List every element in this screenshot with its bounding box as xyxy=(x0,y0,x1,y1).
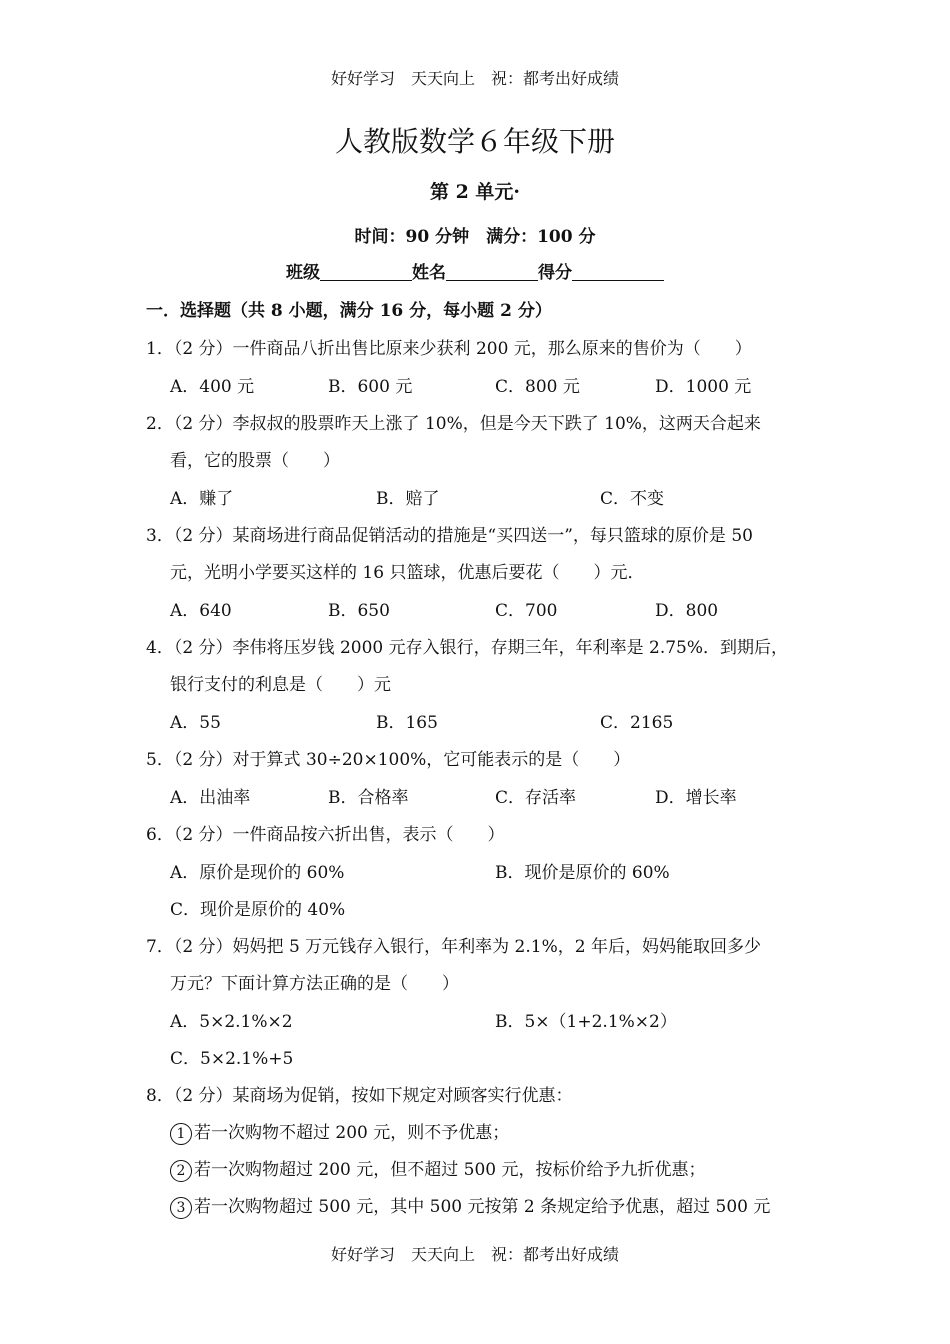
q3-option-b: B．650 xyxy=(328,601,390,621)
student-info-row xyxy=(0,258,950,283)
question-4-line-1: 4．（2 分）李伟将压岁钱 2000 元存入银行，存期三年，年利率是 2.75%．到期后， xyxy=(146,638,789,658)
page-footer: 好好学习 天天向上 祝：都考出好成绩 xyxy=(330,1245,619,1264)
question-7-line-2: 万元？下面计算方法正确的是（ ） xyxy=(170,974,459,994)
question-4-line-2: 银行支付的利息是（ ）元 xyxy=(170,675,391,695)
question-3-line-2: 元，光明小学要买这样的 16 只篮球，优惠后要花（ ）元． xyxy=(170,563,645,583)
score-label: 得分 xyxy=(538,263,572,283)
q1-option-c: C．800 元 xyxy=(495,377,580,397)
q1-option-d: D．1000 元 xyxy=(655,377,752,397)
q8-rule-2-text: 若一次购物超过 200 元，但不超过 500 元，按标价给予九折优惠； xyxy=(194,1160,706,1180)
q7-option-b: B．5×（1+2.1%×2） xyxy=(495,1012,677,1032)
q8-rule-3-text: 若一次购物超过 500 元，其中 500 元按第 2 条规定给予优惠，超过 500 元 xyxy=(194,1197,771,1217)
q8-rule-1 xyxy=(170,1118,509,1145)
q6-option-a: A．原价是现价的 60% xyxy=(170,863,345,883)
page-title: 人教版数学６年级下册 xyxy=(334,125,615,158)
question-2-line-1: 2．（2 分）李叔叔的股票昨天上涨了 10%，但是今天下跌了 10%，这两天合起来 xyxy=(146,414,761,434)
circled-number-3: 3 xyxy=(170,1197,192,1219)
q4-option-b: B．165 xyxy=(376,713,438,733)
q8-rule-1-text: 若一次购物不超过 200 元，则不予优惠； xyxy=(194,1123,510,1143)
q7-option-c: C．5×2.1%+5 xyxy=(170,1049,294,1069)
question-2-line-2: 看，它的股票（ ） xyxy=(170,451,340,471)
time-info: 时间：90 分钟 满分：100 分 xyxy=(354,227,596,247)
q3-option-c: C．700 xyxy=(495,601,558,621)
name-label: 姓名 xyxy=(412,263,446,283)
question-3-line-1: 3．（2 分）某商场进行商品促销活动的措施是“买四送一”，每只篮球的原价是 50 xyxy=(146,526,753,546)
class-blank[interactable] xyxy=(320,262,412,281)
question-7-line-1: 7．（2 分）妈妈把 5 万元钱存入银行，年利率为 2.1%，2 年后，妈妈能取回多少 xyxy=(146,937,761,957)
q8-rule-3 xyxy=(170,1192,770,1219)
question-5-text: 5．（2 分）对于算式 30÷20×100%，它可能表示的是（ ） xyxy=(146,750,631,770)
q1-option-a: A．400 元 xyxy=(170,377,255,397)
q8-rule-2 xyxy=(170,1155,706,1182)
page-header: 好好学习 天天向上 祝：都考出好成绩 xyxy=(330,69,619,88)
circled-number-2: 2 xyxy=(170,1160,192,1182)
section-heading: 一．选择题（共 8 小题，满分 16 分，每小题 2 分） xyxy=(146,301,552,321)
q7-option-a: A．5×2.1%×2 xyxy=(170,1012,293,1032)
q2-option-c: C．不变 xyxy=(600,489,665,509)
score-blank[interactable] xyxy=(572,262,664,281)
question-6-text: 6．（2 分）一件商品按六折出售，表示（ ） xyxy=(146,825,505,845)
q6-option-c: C．现价是原价的 40% xyxy=(170,900,346,920)
q6-option-b: B．现价是原价的 60% xyxy=(495,863,670,883)
q2-option-a: A．赚了 xyxy=(170,489,234,509)
name-blank[interactable] xyxy=(446,262,538,281)
q3-option-a: A．640 xyxy=(170,601,232,621)
q3-option-d: D．800 xyxy=(655,601,719,621)
question-1-text: 1．（2 分）一件商品八折出售比原来少获利 200 元，那么原来的售价为（ ） xyxy=(146,339,752,359)
unit-heading: 第 2 单元· xyxy=(429,181,521,203)
q2-option-b: B．赔了 xyxy=(376,489,440,509)
q5-option-c: C．存活率 xyxy=(495,788,577,808)
circled-number-1: 1 xyxy=(170,1123,192,1145)
q4-option-c: C．2165 xyxy=(600,713,674,733)
class-label: 班级 xyxy=(286,263,320,283)
q4-option-a: A．55 xyxy=(170,713,221,733)
q5-option-a: A．出油率 xyxy=(170,788,251,808)
q1-option-b: B．600 元 xyxy=(328,377,413,397)
question-8-line-1: 8．（2 分）某商场为促销，按如下规定对顾客实行优惠： xyxy=(146,1086,573,1106)
q5-option-b: B．合格率 xyxy=(328,788,409,808)
q5-option-d: D．增长率 xyxy=(655,788,737,808)
